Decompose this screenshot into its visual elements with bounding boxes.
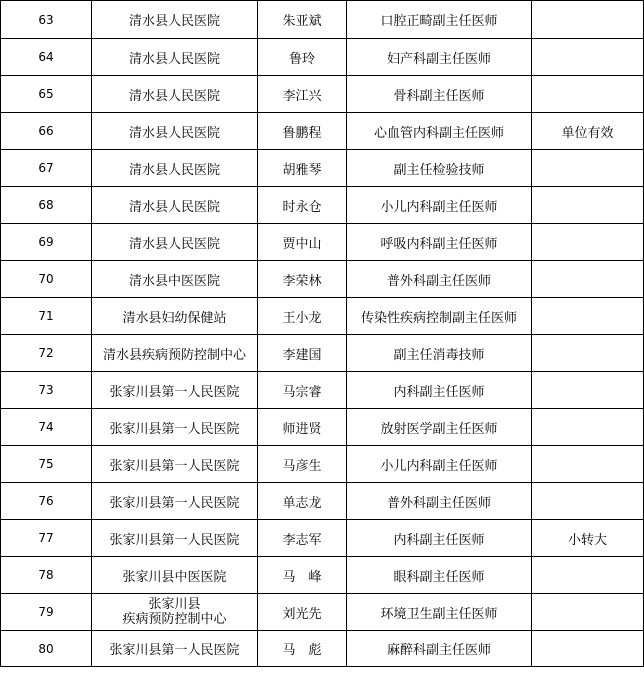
table-row xyxy=(1,594,644,631)
person-name: 时永仓 xyxy=(258,187,347,224)
row-number: 74 xyxy=(1,409,92,446)
work-unit: 清水县人民医院 xyxy=(92,150,258,187)
remark xyxy=(532,372,644,409)
work-unit: 清水县人民医院 xyxy=(92,39,258,76)
person-name: 李荣林 xyxy=(258,261,347,298)
work-unit-line: 疾病预防控制中心 xyxy=(122,612,227,627)
qualification-title: 普外科副主任医师 xyxy=(347,483,532,520)
qualification-title: 心血管内科副主任医师 xyxy=(347,113,532,150)
work-unit: 清水县妇幼保健站 xyxy=(92,298,258,335)
remark xyxy=(532,335,644,372)
qualification-title: 麻醉科副主任医师 xyxy=(347,631,532,667)
person-name: 马 峰 xyxy=(258,557,347,594)
qualification-title: 传染性疾病控制副主任医师 xyxy=(347,298,532,335)
remark xyxy=(532,187,644,224)
table-row xyxy=(1,335,644,372)
row-number: 68 xyxy=(1,187,92,224)
row-number: 78 xyxy=(1,557,92,594)
work-unit: 清水县人民医院 xyxy=(92,1,258,39)
remark xyxy=(532,224,644,261)
remark xyxy=(532,298,644,335)
table-row xyxy=(1,520,644,557)
work-unit xyxy=(92,594,258,631)
person-name: 刘光先 xyxy=(258,594,347,631)
row-number: 65 xyxy=(1,76,92,113)
qualification-title: 呼吸内科副主任医师 xyxy=(347,224,532,261)
row-number: 66 xyxy=(1,113,92,150)
table-row xyxy=(1,483,644,520)
work-unit: 清水县人民医院 xyxy=(92,113,258,150)
row-number: 67 xyxy=(1,150,92,187)
remark: 小转大 xyxy=(532,520,644,557)
table-row xyxy=(1,113,644,150)
row-number: 63 xyxy=(1,1,92,39)
qualification-title: 环境卫生副主任医师 xyxy=(347,594,532,631)
work-unit: 清水县中医医院 xyxy=(92,261,258,298)
remark xyxy=(532,631,644,667)
person-name: 王小龙 xyxy=(258,298,347,335)
person-name: 单志龙 xyxy=(258,483,347,520)
table-row xyxy=(1,372,644,409)
person-name: 贾中山 xyxy=(258,224,347,261)
person-name: 胡雅琴 xyxy=(258,150,347,187)
work-unit: 张家川县第一人民医院 xyxy=(92,631,258,667)
person-name: 鲁鹏程 xyxy=(258,113,347,150)
work-unit: 张家川县第一人民医院 xyxy=(92,446,258,483)
remark xyxy=(532,39,644,76)
person-name: 马 彪 xyxy=(258,631,347,667)
qualification-title: 妇产科副主任医师 xyxy=(347,39,532,76)
work-unit: 张家川县第一人民医院 xyxy=(92,520,258,557)
person-name: 李建国 xyxy=(258,335,347,372)
remark xyxy=(532,594,644,631)
table-row xyxy=(1,76,644,113)
table-row xyxy=(1,261,644,298)
qualification-title: 小儿内科副主任医师 xyxy=(347,187,532,224)
remark xyxy=(532,409,644,446)
table-row xyxy=(1,150,644,187)
personnel-table-body xyxy=(1,1,644,667)
row-number: 64 xyxy=(1,39,92,76)
work-unit: 清水县人民医院 xyxy=(92,187,258,224)
person-name: 李志军 xyxy=(258,520,347,557)
person-name: 师进贤 xyxy=(258,409,347,446)
row-number: 69 xyxy=(1,224,92,261)
qualification-title: 放射医学副主任医师 xyxy=(347,409,532,446)
qualification-title: 内科副主任医师 xyxy=(347,372,532,409)
remark xyxy=(532,76,644,113)
remark xyxy=(532,557,644,594)
remark xyxy=(532,446,644,483)
qualification-title: 内科副主任医师 xyxy=(347,520,532,557)
table-row xyxy=(1,224,644,261)
table-row xyxy=(1,557,644,594)
table-row xyxy=(1,446,644,483)
table-row xyxy=(1,409,644,446)
qualification-title: 副主任检验技师 xyxy=(347,150,532,187)
table-row xyxy=(1,187,644,224)
row-number: 80 xyxy=(1,631,92,667)
work-unit: 张家川县第一人民医院 xyxy=(92,483,258,520)
qualification-title: 副主任消毒技师 xyxy=(347,335,532,372)
work-unit: 清水县疾病预防控制中心 xyxy=(92,335,258,372)
qualification-title: 小儿内科副主任医师 xyxy=(347,446,532,483)
qualification-title: 普外科副主任医师 xyxy=(347,261,532,298)
qualification-title: 眼科副主任医师 xyxy=(347,557,532,594)
table-row xyxy=(1,1,644,39)
remark: 单位有效 xyxy=(532,113,644,150)
person-name: 鲁玲 xyxy=(258,39,347,76)
remark xyxy=(532,1,644,39)
table-row xyxy=(1,39,644,76)
row-number: 72 xyxy=(1,335,92,372)
row-number: 71 xyxy=(1,298,92,335)
work-unit: 张家川县第一人民医院 xyxy=(92,372,258,409)
row-number: 75 xyxy=(1,446,92,483)
row-number: 77 xyxy=(1,520,92,557)
person-name: 李江兴 xyxy=(258,76,347,113)
row-number: 79 xyxy=(1,594,92,631)
qualification-title: 口腔正畸副主任医师 xyxy=(347,1,532,39)
person-name: 马宗睿 xyxy=(258,372,347,409)
person-name: 马彦生 xyxy=(258,446,347,483)
work-unit: 清水县人民医院 xyxy=(92,224,258,261)
remark xyxy=(532,483,644,520)
remark xyxy=(532,261,644,298)
work-unit: 张家川县中医医院 xyxy=(92,557,258,594)
row-number: 73 xyxy=(1,372,92,409)
row-number: 76 xyxy=(1,483,92,520)
table-row xyxy=(1,631,644,667)
table-row xyxy=(1,298,644,335)
person-name: 朱亚斌 xyxy=(258,1,347,39)
work-unit: 清水县人民医院 xyxy=(92,76,258,113)
qualification-title: 骨科副主任医师 xyxy=(347,76,532,113)
remark xyxy=(532,150,644,187)
work-unit-line: 张家川县 xyxy=(148,597,201,612)
row-number: 70 xyxy=(1,261,92,298)
work-unit: 张家川县第一人民医院 xyxy=(92,409,258,446)
